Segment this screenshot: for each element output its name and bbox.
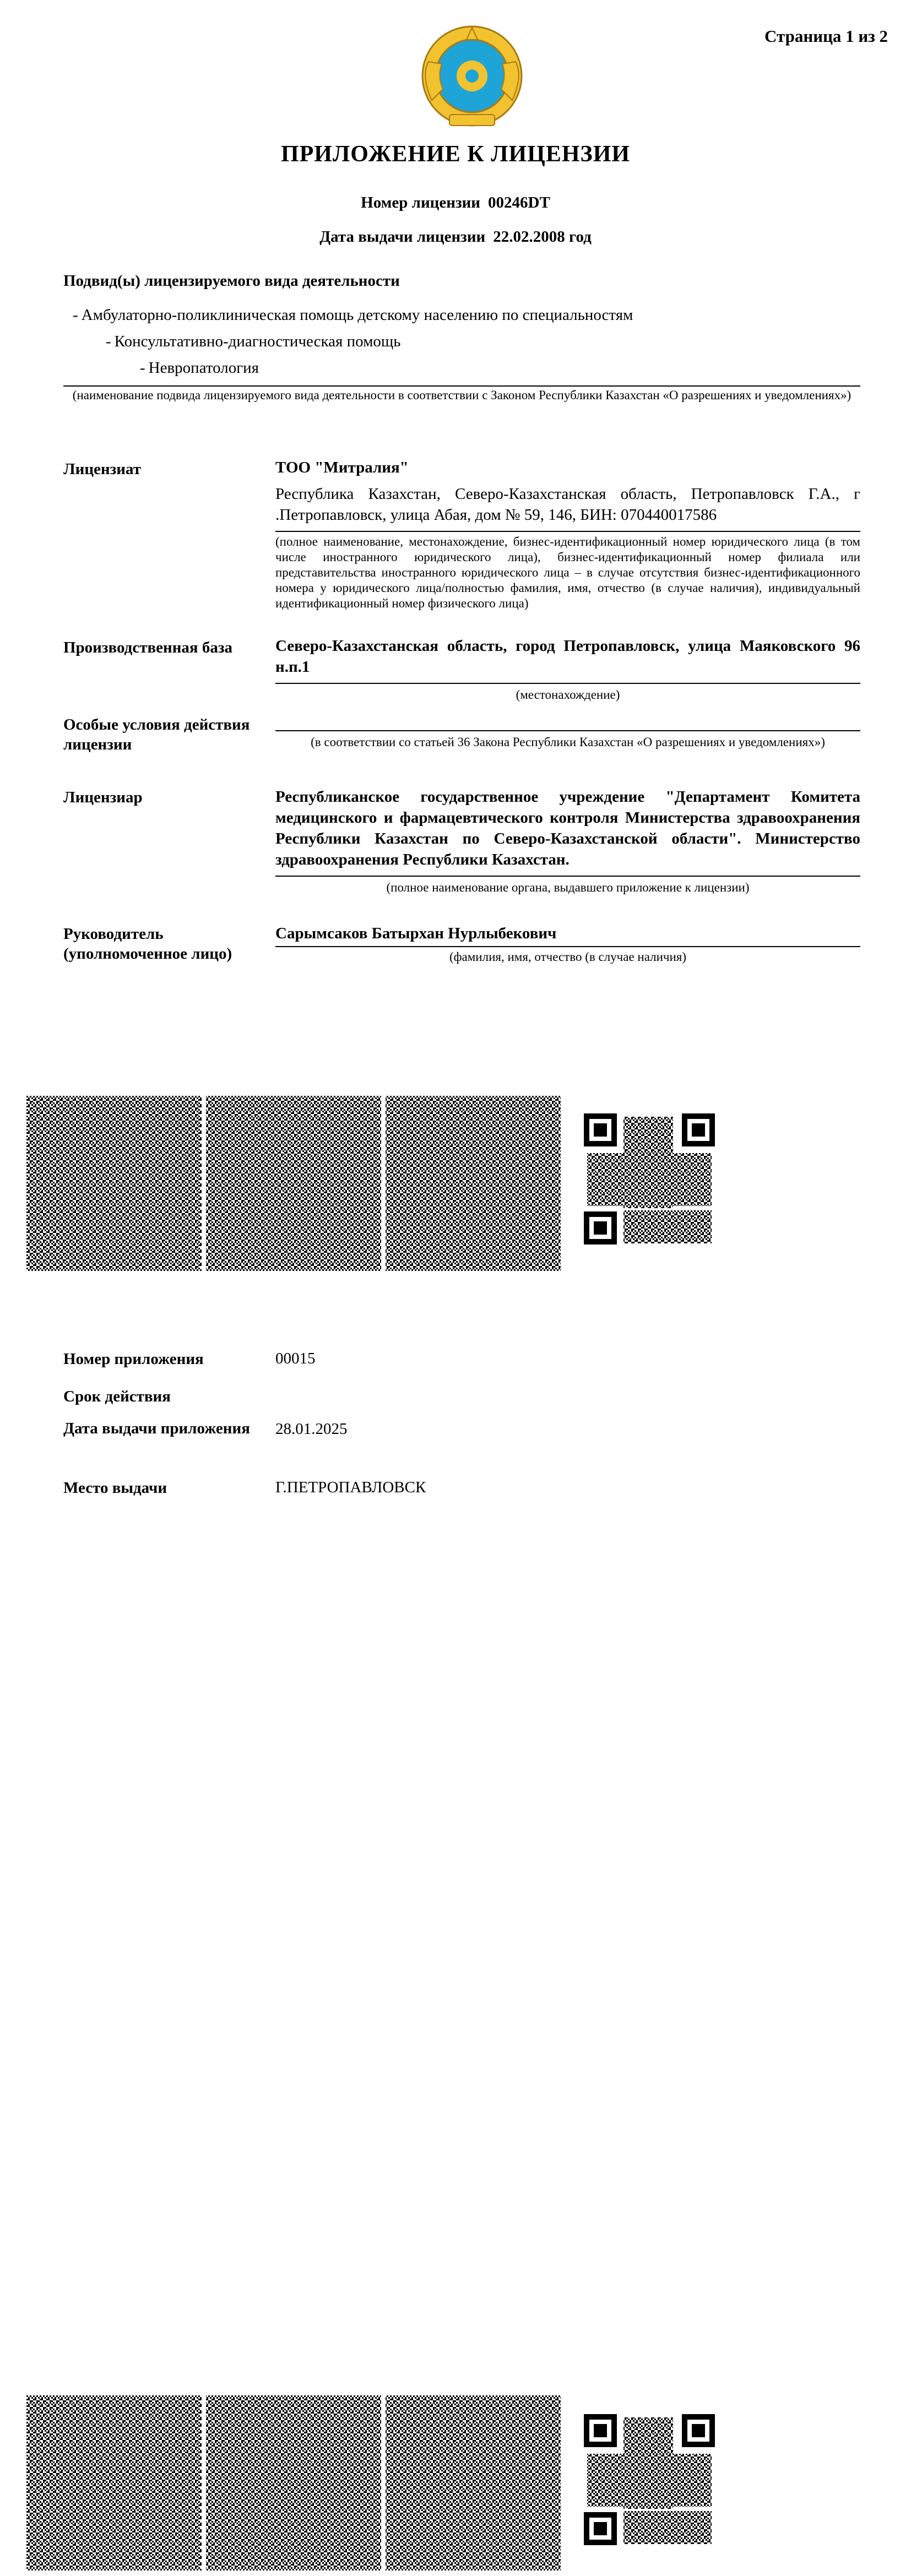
- production-base-value: Северо-Казахстанская область, город Петропавловск, улица Маяковского 96 н.п.1: [275, 637, 860, 676]
- divider: [275, 876, 860, 877]
- license-date: 22.02.2008 год: [493, 228, 592, 246]
- production-base-label: Производственная база: [63, 639, 233, 656]
- qr-code: [582, 2412, 717, 2547]
- special-conditions-label: Особые условия действия лицензии: [63, 716, 250, 753]
- validity-label: Срок действия: [63, 1388, 171, 1405]
- datamatrix-code-1: [26, 1096, 202, 1271]
- head-caption: (фамилия, имя, отчество (в случае наличия): [449, 950, 687, 964]
- datamatrix-code-3: [386, 2395, 561, 2570]
- divider: [275, 531, 860, 532]
- license-number-label: Номер лицензии: [361, 194, 481, 211]
- appendix-number-label: Номер приложения: [63, 1350, 204, 1368]
- licensee-label: Лицензиат: [63, 460, 141, 478]
- datamatrix-code-3: [386, 1096, 561, 1271]
- datamatrix-code-1: [26, 2395, 202, 2570]
- special-conditions-caption: (в соответствии со статьей 36 Закона Республики Казахстан «О разрешениях и уведомлениях»): [311, 735, 825, 749]
- licensor-label: Лицензиар: [63, 789, 143, 806]
- issue-date-value: 28.01.2025: [275, 1420, 348, 1438]
- subtype-item: - Консультативно-диагностическая помощь: [106, 333, 401, 350]
- divider: [275, 683, 860, 684]
- license-date-label: Дата выдачи лицензии: [319, 228, 486, 246]
- kazakhstan-emblem-icon: [416, 23, 528, 129]
- license-number-line: [0, 194, 911, 212]
- licensee-name: ТОО "Митралия": [275, 459, 409, 476]
- licensor-value: Республиканское государственное учреждение "Департамент Комитета медицинского и фармацевтического контроля Министерства здравоохранения Республики Казахстан по Северо-Казахстанской области". Министерство здравоохранения Республики Казахстан.: [275, 788, 860, 868]
- licensee-address: Республика Казахстан, Северо-Казахстанская область, Петропавловск Г.А., г .Петропавловск, улица Абая, дом № 59, 146, БИН: 070440017586: [275, 485, 860, 524]
- issue-place-value: Г.ПЕТРОПАВЛОВСК: [275, 1479, 426, 1496]
- licensor-caption: (полное наименование органа, выдавшего приложение к лицензии): [386, 881, 750, 894]
- appendix-number: 00015: [275, 1350, 316, 1367]
- issue-date-label: Дата выдачи приложения: [63, 1420, 250, 1437]
- production-base-caption: (местонахождение): [516, 688, 620, 702]
- head-value: Сарымсаков Батырхан Нурлыбекович: [275, 925, 557, 942]
- qr-code: [582, 1111, 717, 1247]
- subtype-item: - Невропатология: [140, 359, 259, 377]
- license-date-line: [0, 228, 911, 246]
- divider: [275, 730, 860, 731]
- licensee-caption: (полное наименование, местонахождение, бизнес-идентификационный номер юридического лица (в том числе иностранного юридического лица), бизнес-идентификационный номер филиала или представительства иностранного юридического лица – в случае отсутствия бизнес-идентификационного номера у юридического лица/полностью фамилия, имя, отчество (в случае наличия), индивидуальный идентификационный номер физического лица): [275, 535, 860, 610]
- issue-place-label: Место выдачи: [63, 1479, 167, 1497]
- page-counter: Страница 1 из 2: [764, 26, 888, 46]
- page-title: ПРИЛОЖЕНИЕ К ЛИЦЕНЗИИ: [280, 142, 631, 167]
- datamatrix-code-2: [206, 2395, 381, 2570]
- barcode-strip: [26, 2395, 590, 2570]
- barcode-strip: [26, 1096, 590, 1271]
- subtype-item: - Амбулаторно-поликлиническая помощь детскому населению по специальностям: [73, 306, 633, 324]
- head-label: Руководитель (уполномоченное лицо): [63, 925, 232, 963]
- datamatrix-code-2: [206, 1096, 381, 1271]
- subtypes-caption: (наименование подвида лицензируемого вида деятельности в соответствии с Законом Республики Казахстан «О разрешениях и уведомлениях»): [72, 388, 852, 402]
- subtypes-heading: Подвид(ы) лицензируемого вида деятельности: [63, 272, 400, 290]
- license-number: 00246DT: [488, 194, 550, 211]
- divider: [63, 385, 860, 387]
- divider: [275, 946, 860, 947]
